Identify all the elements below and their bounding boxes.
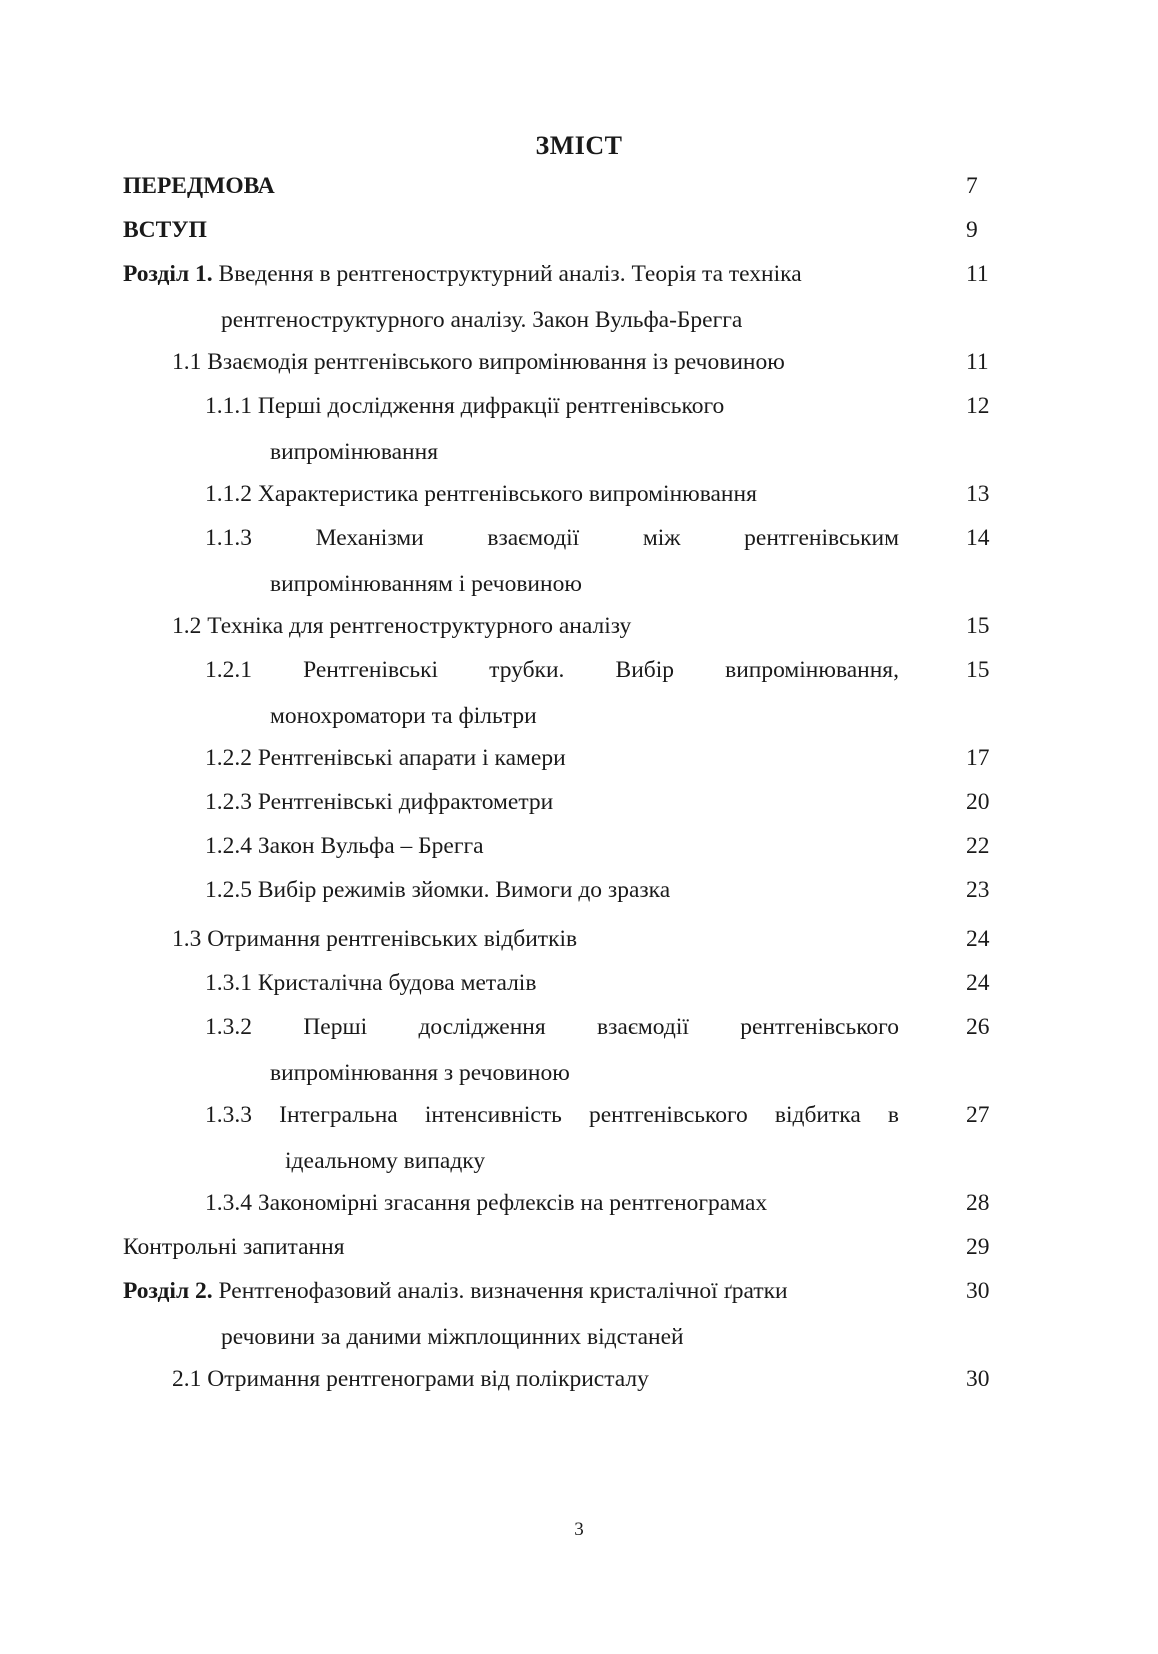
toc-entry-continuation: випромінювання (270, 439, 439, 465)
toc-entry-continuation: монохроматори та фільтри (270, 703, 537, 729)
toc-entry-text: Контрольні запитання (123, 1234, 345, 1260)
toc-entry-page: 12 (966, 393, 990, 419)
toc-entry-text: 2.1 Отримання рентгенограми від полікристалу (172, 1366, 649, 1392)
toc-entry-continuation: речовини за даними міжплощинних відстаней (221, 1324, 684, 1350)
toc-entry-page: 27 (966, 1102, 990, 1128)
page-number: 3 (574, 1519, 584, 1540)
toc-entry-text: 1.3 Отримання рентгенівських відбитків (172, 926, 578, 952)
toc-entry-page: 14 (966, 525, 990, 551)
toc-entry-page: 23 (966, 877, 990, 903)
toc-entry-page: 15 (966, 657, 990, 683)
toc-entry-chapter-label: Розділ 1. (123, 261, 213, 287)
toc-entry-text: 1.2.5 Вибір режимів зйомки. Вимоги до зразка (205, 877, 671, 903)
toc-entry-text: 1.3.1 Кристалічна будова металів (205, 970, 537, 996)
toc-entry-continuation: випромінюванням і речовиною (270, 571, 582, 597)
toc-entry-page: 29 (966, 1234, 990, 1260)
toc-entry-page: 24 (966, 970, 990, 996)
toc-entry-text: 1.2 Техніка для рентгеноструктурного аналізу (172, 613, 632, 639)
toc-entry-text: 1.2.2 Рентгенівські апарати і камери (205, 745, 566, 771)
toc-entry-text: 1.1.3 Механізми взаємодії між рентгенівським (205, 525, 899, 551)
toc-entry-continuation: випромінювання з речовиною (270, 1060, 570, 1086)
toc-entry-title: Рентгенофазовий аналіз. визначення кристалічної ґратки (212, 1278, 788, 1304)
toc-entry-text (123, 207, 207, 253)
toc-entry-continuation: ідеальному випадку (285, 1148, 486, 1174)
toc-entry-text: 1.3.4 Закономірні згасання рефлексів на рентгенограмах (205, 1190, 768, 1216)
toc-entry-text: 1.1 Взаємодія рентгенівського випромінювання із речовиною (172, 349, 785, 375)
toc-entry-page: 11 (966, 261, 989, 287)
toc-entry-text (123, 1268, 788, 1314)
toc-entry-page: 11 (966, 349, 989, 375)
page-title: ЗМІСТ (535, 131, 623, 160)
toc-entry-text: 1.3.2 Перші дослідження взаємодії рентгенівського (205, 1014, 899, 1040)
toc-entry-page: 26 (966, 1014, 990, 1040)
toc-entry-text: 1.1.1 Перші дослідження дифракції рентгенівського (205, 393, 725, 419)
toc-entry-page: 7 (966, 173, 978, 199)
toc-entry-continuation: рентгеноструктурного аналізу. Закон Вульфа-Брегга (221, 307, 743, 333)
toc-entry-page: 30 (966, 1366, 990, 1392)
toc-entry-page: 24 (966, 926, 990, 952)
toc-entry-text: 1.2.3 Рентгенівські дифрактометри (205, 789, 554, 815)
toc-entry-text: 1.3.3 Інтегральна інтенсивність рентгенівського відбитка в (205, 1102, 899, 1128)
toc-entry-title: Введення в рентгеноструктурний аналіз. Теорія та техніка (212, 261, 802, 287)
toc-entry-heading: ВСТУП (123, 217, 207, 243)
toc-entry-heading: ПЕРЕДМОВА (123, 173, 275, 199)
toc-entry-text: 1.1.2 Характеристика рентгенівського випромінювання (205, 481, 757, 507)
toc-entry-text: 1.2.1 Рентгенівські трубки. Вибір випромінювання, (205, 657, 899, 683)
toc-entry-chapter-label: Розділ 2. (123, 1278, 213, 1304)
toc-entry-text (123, 163, 275, 209)
toc-entry-page: 22 (966, 833, 990, 859)
toc-entry-page: 20 (966, 789, 990, 815)
toc-entry-text (123, 251, 802, 297)
toc-entry-text: 1.2.4 Закон Вульфа – Брегга (205, 833, 484, 859)
toc-entry-page: 28 (966, 1190, 990, 1216)
toc-entry-page: 15 (966, 613, 990, 639)
toc-entry-page: 17 (966, 745, 990, 771)
toc-entry-page: 30 (966, 1278, 990, 1304)
toc-entry-page: 9 (966, 217, 978, 243)
toc-entry-page: 13 (966, 481, 990, 507)
